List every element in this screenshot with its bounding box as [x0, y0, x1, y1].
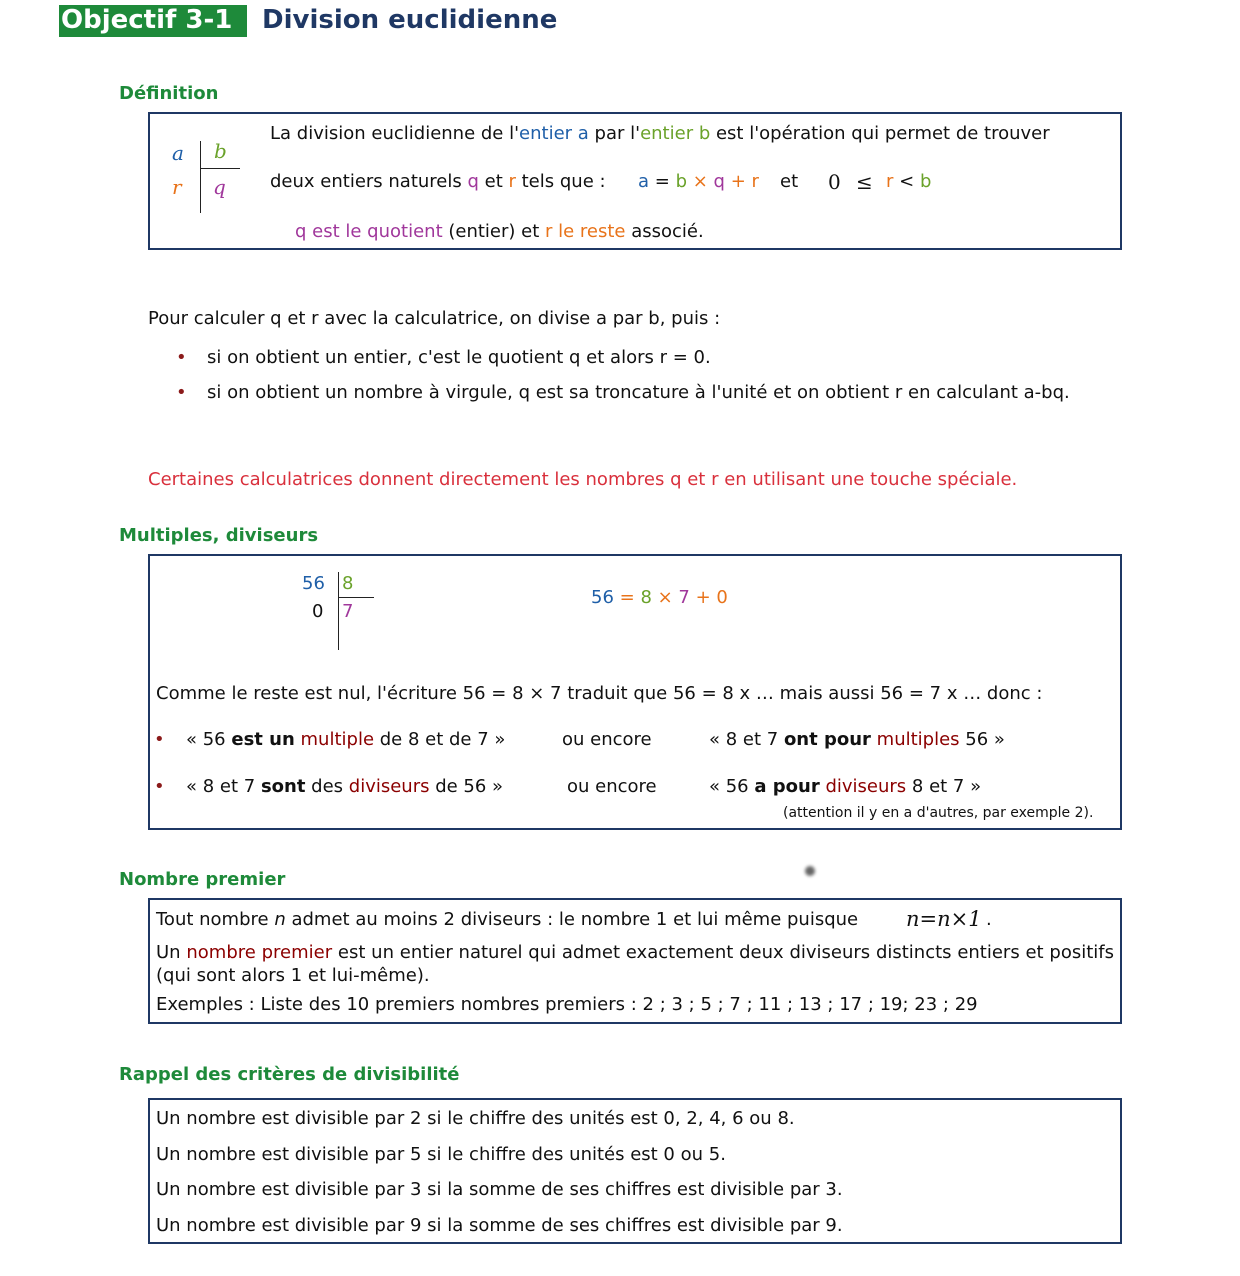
prime-line-2 — [156, 941, 1114, 987]
multiples-row-2-left — [186, 776, 503, 797]
bold-text: ont pour — [783, 729, 871, 750]
definition-line-3 — [295, 221, 704, 242]
text: 8 et 7 » — [906, 776, 982, 797]
formula-q: q — [713, 171, 725, 192]
scheme-divisor: 8 — [342, 573, 354, 594]
eq-times: × — [651, 587, 679, 608]
page-title: Division euclidienne — [262, 5, 558, 35]
section-heading-definition: Définition — [119, 83, 219, 104]
inequality-lt: < — [893, 171, 920, 192]
text: par l' — [588, 123, 641, 144]
entier-b: entier b — [640, 123, 711, 144]
formula-a: a — [638, 171, 650, 192]
eq-sign: = — [613, 587, 641, 608]
quotient-label: q est le quotient — [295, 221, 443, 242]
equation-56 — [591, 587, 728, 608]
criterion-3: Un nombre est divisible par 3 si la somme de ses chiffres est divisible par 3. — [156, 1179, 843, 1200]
bullet-icon: • — [154, 729, 165, 750]
inequality-zero: 0 — [828, 170, 841, 194]
scheme-divisor: b — [214, 139, 227, 163]
scheme-vertical-line — [338, 572, 339, 650]
calculator-bullet-2: si on obtient un nombre à virgule, q est sa troncature à l'unité et on obtient r en calculant a-bq. — [207, 382, 1070, 403]
calculator-intro: Pour calculer q et r avec la calculatrice, on divise a par b, puis : — [148, 308, 721, 329]
text: est un entier naturel qui admet exactement deux diviseurs distincts entiers et positifs (qui sont alors 1 et lui-même). — [156, 942, 1114, 986]
n-symbol: n — [274, 909, 286, 930]
text: et — [478, 171, 509, 192]
prime-line-1 — [156, 909, 858, 930]
calculator-bullet-1: si on obtient un entier, c'est le quotient q et alors r = 0. — [207, 347, 711, 368]
text: 56 » — [959, 729, 1005, 750]
multiples-explanation: Comme le reste est nul, l'écriture 56 = 8 × 7 traduit que 56 = 8 x … mais aussi 56 = 7 x … donc : — [156, 683, 1043, 704]
eq-56: 56 — [591, 587, 614, 608]
text: « 56 — [709, 776, 755, 797]
text: (entier) et — [442, 221, 545, 242]
smudge-dot — [805, 866, 815, 876]
inequality-rest — [886, 171, 931, 192]
keyword-diviseurs: diviseurs — [348, 776, 430, 797]
euclidean-formula — [638, 171, 759, 192]
scheme-horizontal-line — [200, 168, 240, 169]
keyword-diviseurs: diviseurs — [819, 776, 907, 797]
formula-eq: = — [649, 171, 676, 192]
bold-text: a pour — [754, 776, 820, 797]
scheme-remainder: 0 — [312, 601, 324, 622]
criterion-9: Un nombre est divisible par 9 si la somme de ses chiffres est divisible par 9. — [156, 1215, 843, 1236]
bold-text: est un — [231, 729, 295, 750]
scheme-dividend: a — [172, 141, 184, 165]
ou-encore: ou encore — [567, 776, 657, 797]
eq-8: 8 — [640, 587, 652, 608]
prime-formula: n=n×1 — [906, 907, 982, 931]
text: tels que : — [515, 171, 606, 192]
section-heading-prime: Nombre premier — [119, 869, 286, 890]
bold-text: sont — [260, 776, 306, 797]
keyword-multiples: multiples — [870, 729, 960, 750]
criterion-2: Un nombre est divisible par 2 si le chiffre des unités est 0, 2, 4, 6 ou 8. — [156, 1108, 795, 1129]
scheme-quotient: 7 — [342, 601, 354, 622]
attention-note: (attention il y en a d'autres, par exemple 2). — [783, 805, 1094, 821]
section-heading-multiples: Multiples, diviseurs — [119, 525, 319, 546]
criteria-box — [148, 1098, 1122, 1244]
prime-formula-end: . — [986, 909, 992, 930]
scheme-horizontal-line — [338, 597, 374, 598]
bullet-icon: • — [154, 776, 165, 797]
prime-examples: Exemples : Liste des 10 premiers nombres premiers : 2 ; 3 ; 5 ; 7 ; 11 ; 13 ; 17 ; 19; 23 ; 29 — [156, 994, 978, 1015]
keyword-multiple: multiple — [294, 729, 375, 750]
bullet-icon: • — [176, 347, 187, 368]
prime-box — [148, 898, 1122, 1024]
inequality-leq: ≤ — [856, 170, 873, 194]
text: « 8 et 7 — [186, 776, 261, 797]
definition-line-1 — [270, 123, 1050, 144]
text: admet au moins 2 diviseurs : le nombre 1 et lui même puisque — [285, 909, 859, 930]
text: « 8 et 7 — [709, 729, 784, 750]
text: Un — [156, 942, 187, 963]
inequality-b: b — [919, 171, 932, 192]
calculator-note: Certaines calculatrices donnent directement les nombres q et r en utilisant une touche spéciale. — [148, 469, 1018, 490]
definition-line-2 — [270, 171, 606, 192]
multiples-row-1-right — [709, 729, 1005, 750]
text: « 56 — [186, 729, 232, 750]
text: La division euclidienne de l' — [270, 123, 520, 144]
r-symbol: r — [508, 171, 516, 192]
formula-r: r — [751, 171, 759, 192]
formula-b: b — [675, 171, 687, 192]
formula-et: et — [780, 171, 799, 192]
multiples-row-1-left — [186, 729, 505, 750]
division-scheme — [170, 139, 245, 214]
text: Tout nombre — [156, 909, 275, 930]
definition-box — [148, 112, 1122, 250]
keyword-nombre-premier: nombre premier — [186, 942, 333, 963]
eq-7: 7 — [678, 587, 690, 608]
scheme-vertical-line — [200, 141, 201, 213]
ou-encore: ou encore — [562, 729, 652, 750]
eq-0: 0 — [716, 587, 728, 608]
scheme-dividend: 56 — [302, 573, 325, 594]
multiples-box — [148, 554, 1122, 830]
division-scheme-56 — [290, 570, 380, 652]
text: est l'opération qui permet de trouver — [710, 123, 1050, 144]
multiples-row-2-right — [709, 776, 981, 797]
formula-times: × — [687, 171, 714, 192]
text: associé. — [625, 221, 704, 242]
remainder-label: r le reste — [544, 221, 626, 242]
q-symbol: q — [467, 171, 479, 192]
entier-a: entier a — [519, 123, 589, 144]
bullet-icon: • — [176, 382, 187, 403]
criterion-5: Un nombre est divisible par 5 si le chiffre des unités est 0 ou 5. — [156, 1144, 726, 1165]
objective-badge-label: Objectif 3-1 — [61, 5, 233, 35]
text: de 56 » — [429, 776, 504, 797]
text: de 8 et de 7 » — [374, 729, 506, 750]
section-heading-criteria: Rappel des critères de divisibilité — [119, 1064, 460, 1085]
eq-plus: + — [689, 587, 717, 608]
scheme-quotient: q — [213, 175, 226, 199]
text: deux entiers naturels — [270, 171, 468, 192]
scheme-remainder: r — [172, 175, 182, 199]
inequality-r: r — [886, 171, 894, 192]
formula-plus: + — [724, 171, 752, 192]
text: des — [305, 776, 349, 797]
